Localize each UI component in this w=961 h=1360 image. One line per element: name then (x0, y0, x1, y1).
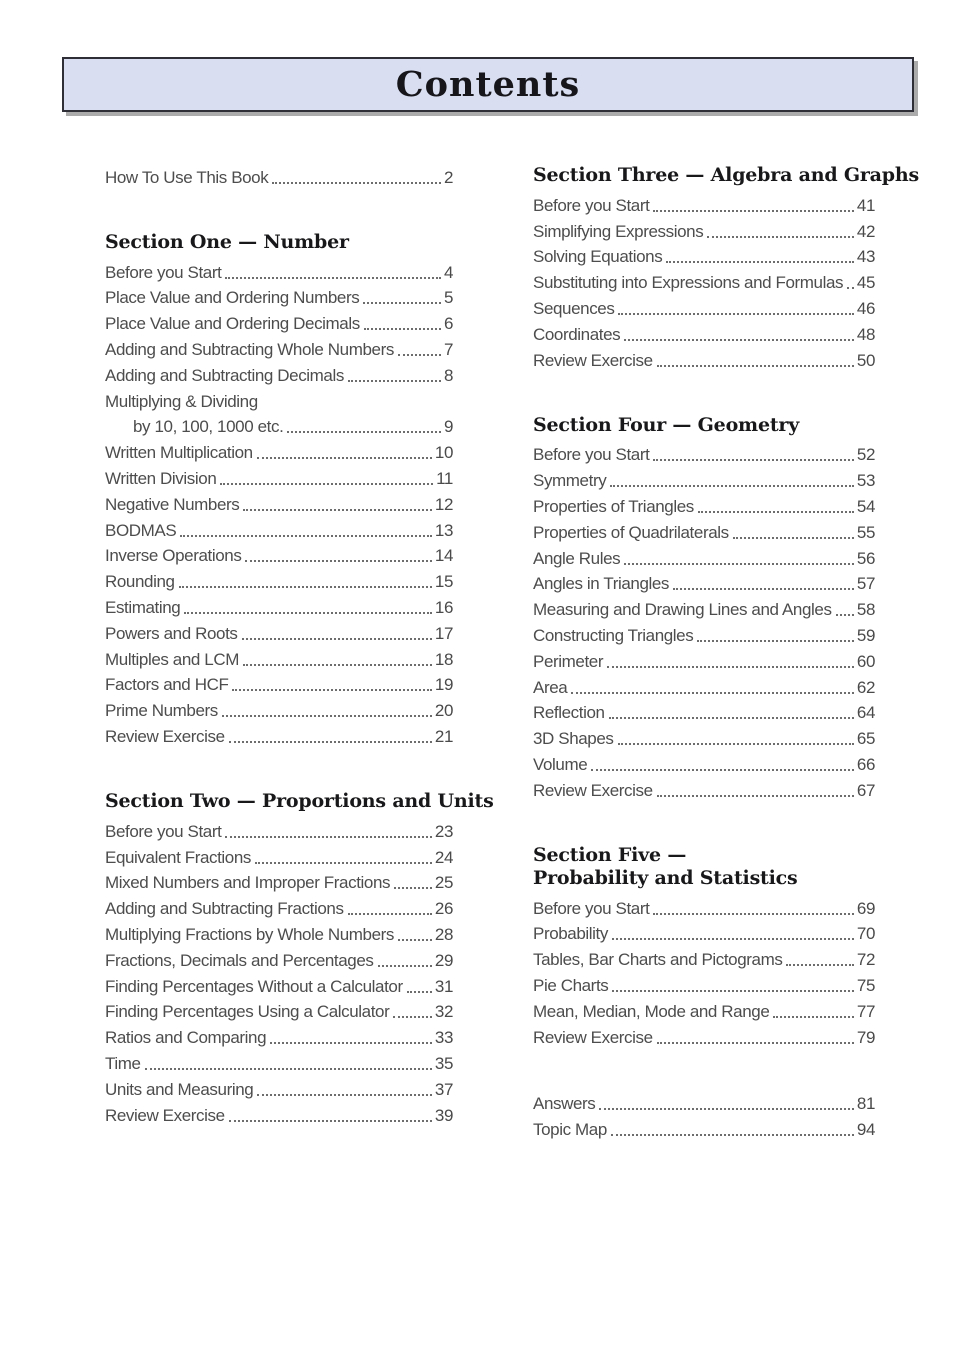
toc-entry-page: 7 (443, 339, 453, 359)
section-heading-line: Section Three — Algebra and Graphs (533, 164, 919, 186)
toc-entry-page: 9 (443, 417, 453, 437)
toc-section (105, 788, 494, 1126)
toc-entry-label: 3D Shapes (533, 729, 614, 749)
toc-entry-label: Before you Start (105, 821, 222, 841)
toc-entry-label: Before you Start (533, 195, 650, 215)
toc-entry (533, 569, 875, 595)
toc-entry-label: Multiples and LCM (105, 649, 239, 669)
toc-entry (105, 868, 453, 894)
dot-leader (398, 939, 432, 941)
section-heading-line: Probability and Statistics (533, 866, 798, 889)
toc-entry (533, 1089, 875, 1115)
toc-entry (105, 412, 453, 438)
dot-leader (398, 354, 441, 356)
toc-entry-page: 39 (434, 1105, 453, 1125)
dot-leader (773, 1016, 853, 1018)
toc-entry-page: 14 (434, 546, 453, 566)
toc-entry (105, 283, 453, 309)
toc-entry-page: 18 (434, 649, 453, 669)
toc-entry-page: 25 (434, 873, 453, 893)
toc-entry-label: Negative Numbers (105, 494, 240, 514)
toc-entry-page: 56 (856, 548, 875, 568)
dot-leader (657, 1042, 854, 1044)
toc-entry (105, 1100, 453, 1126)
toc-entry-label: Written Division (105, 468, 217, 488)
section-heading-line: Section Two — Proportions and Units (105, 789, 494, 812)
toc-entry-label: Substituting into Expressions and Formulas (533, 273, 844, 293)
dot-leader (287, 431, 441, 433)
toc-entry-label: Answers (533, 1094, 596, 1114)
toc-entry-page: 43 (856, 247, 875, 267)
page-title: Contents (395, 64, 581, 105)
toc-entry-label: Before you Start (533, 898, 650, 918)
toc-entry (533, 517, 875, 543)
toc-entry-label: Review Exercise (533, 1027, 653, 1047)
toc-entry-label: Volume (533, 754, 588, 774)
dot-leader (657, 365, 854, 367)
toc-entry-page: 11 (436, 468, 453, 488)
toc-entry-page: 23 (434, 821, 453, 841)
toc-entry (533, 996, 875, 1022)
toc-entry (105, 386, 453, 412)
toc-entry-page: 45 (856, 273, 875, 293)
toc-entry (533, 267, 875, 293)
dot-leader (673, 588, 854, 590)
toc-entry-label: Finding Percentages Using a Calculator (105, 1002, 390, 1022)
dot-leader (612, 990, 854, 992)
dot-leader (571, 692, 854, 694)
toc-entry-page: 41 (856, 195, 875, 215)
section-heading (533, 412, 875, 440)
toc-entry-label: Sequences (533, 298, 615, 318)
toc-entry-label: Properties of Quadrilaterals (533, 522, 729, 542)
toc-section (105, 229, 453, 747)
toc-entry (533, 594, 875, 620)
section-heading-line: Section Five — (533, 843, 687, 866)
toc-entry-label: Angles in Triangles (533, 574, 670, 594)
toc-entry-page: 13 (434, 520, 453, 540)
toc-entry (533, 723, 875, 749)
dot-leader (145, 1068, 432, 1070)
toc-entry (533, 319, 875, 345)
dot-leader (591, 769, 854, 771)
dot-leader (243, 509, 432, 511)
toc-entry-label: Probability (533, 924, 608, 944)
toc-entry (533, 919, 875, 945)
toc-entry (533, 698, 875, 724)
toc-entry-page: 64 (856, 703, 875, 723)
dot-leader (243, 664, 432, 666)
toc-entry-label: Adding and Subtracting Whole Numbers (105, 339, 394, 359)
toc-column-1 (105, 162, 494, 1126)
dot-leader (364, 328, 441, 330)
dot-leader (229, 741, 432, 743)
toc-entry (533, 440, 875, 466)
toc-entry-page: 81 (856, 1094, 875, 1114)
toc-entry (105, 644, 453, 670)
toc-entry-page: 33 (434, 1028, 453, 1048)
dot-leader (180, 535, 432, 537)
dot-leader (393, 1016, 432, 1018)
toc-entry-label: Topic Map (533, 1120, 607, 1140)
toc-entry-page: 52 (856, 445, 875, 465)
toc-entry-page: 46 (856, 298, 875, 318)
toc-entry (105, 162, 453, 188)
toc-entry-page: 94 (856, 1120, 875, 1140)
toc-entry-page: 28 (434, 924, 453, 944)
dot-leader (624, 339, 854, 341)
toc-entry-page: 19 (434, 675, 453, 695)
toc-entry-label: Place Value and Ordering Numbers (105, 288, 360, 308)
toc-entry-page: 59 (856, 625, 875, 645)
toc-entry-label: Units and Measuring (105, 1079, 254, 1099)
toc-section (533, 162, 919, 371)
dot-leader (407, 991, 432, 993)
toc-entry-page: 20 (434, 701, 453, 721)
toc-entry (533, 216, 875, 242)
toc-section (533, 1089, 875, 1141)
toc-entry (105, 437, 453, 463)
dot-leader (229, 1120, 432, 1122)
toc-entry-page: 37 (434, 1079, 453, 1099)
toc-entry-page: 69 (856, 898, 875, 918)
toc-entry (105, 721, 453, 747)
toc-entry-label: Written Multiplication (105, 443, 253, 463)
toc-entry-label: Measuring and Drawing Lines and Angles (533, 600, 832, 620)
toc-entry-label: Mean, Median, Mode and Range (533, 1001, 770, 1021)
toc-entry (105, 997, 453, 1023)
toc-entry-page: 70 (856, 924, 875, 944)
toc-entry (105, 1022, 453, 1048)
toc-entry-label: Adding and Subtracting Decimals (105, 365, 344, 385)
toc-entry-page: 72 (856, 950, 875, 970)
dot-leader (733, 537, 854, 539)
toc-entry (533, 620, 875, 646)
toc-entry-label: Before you Start (105, 262, 222, 282)
toc-entry (105, 670, 453, 696)
toc-entry (105, 489, 453, 515)
toc-column-2 (533, 162, 919, 1140)
toc-entry-page: 24 (434, 847, 453, 867)
toc-entry (533, 1022, 875, 1048)
dot-leader (242, 638, 432, 640)
toc-section (533, 842, 875, 1048)
toc-entry (105, 1048, 453, 1074)
section-heading-line: Section Four — Geometry (533, 413, 800, 436)
toc-entry-label: Simplifying Expressions (533, 221, 704, 241)
dot-leader (378, 965, 432, 967)
toc-entry (533, 543, 875, 569)
dot-leader (257, 1094, 432, 1096)
dot-leader (225, 836, 431, 838)
toc-entry (105, 334, 453, 360)
dot-leader (609, 717, 854, 719)
dot-leader (245, 560, 431, 562)
dot-leader (363, 302, 441, 304)
toc-entry (533, 970, 875, 996)
toc-entry (105, 842, 453, 868)
toc-entry-page: 53 (856, 471, 875, 491)
toc-entry-label: Review Exercise (105, 726, 225, 746)
dot-leader (222, 715, 432, 717)
toc-entry (105, 945, 453, 971)
dot-leader (624, 563, 854, 565)
toc-entry-label: Angle Rules (533, 548, 621, 568)
toc-entry-label: Review Exercise (533, 350, 653, 370)
toc-entry-label: Powers and Roots (105, 623, 238, 643)
toc-entry-label: Place Value and Ordering Decimals (105, 314, 360, 334)
toc-entry (105, 695, 453, 721)
toc-entry-label: Factors and HCF (105, 675, 229, 695)
dot-leader (847, 287, 854, 289)
toc-entry-label: Area (533, 677, 568, 697)
toc-entry (533, 944, 875, 970)
toc-entry-label: Coordinates (533, 324, 621, 344)
dot-leader (184, 612, 432, 614)
toc-entry-label: Review Exercise (105, 1105, 225, 1125)
toc-entry-label: Constructing Triangles (533, 625, 694, 645)
toc-entry-label: by 10, 100, 1000 etc. (133, 417, 284, 437)
toc-entry-label: Pie Charts (533, 975, 609, 995)
toc-entry (533, 646, 875, 672)
dot-leader (697, 640, 854, 642)
toc-entry (105, 308, 453, 334)
toc-entry-page: 57 (856, 574, 875, 594)
toc-entry-label: Symmetry (533, 471, 607, 491)
toc-entry (533, 749, 875, 775)
toc-entry (105, 257, 453, 283)
toc-entry-page: 79 (856, 1027, 875, 1047)
dot-leader (836, 614, 854, 616)
toc-entry (533, 672, 875, 698)
toc-entry-page: 55 (856, 522, 875, 542)
toc-entry (533, 465, 875, 491)
dot-leader (698, 511, 854, 513)
toc-entry-page: 12 (434, 494, 453, 514)
toc-entry-page: 62 (856, 677, 875, 697)
toc-entry-page: 21 (434, 726, 453, 746)
toc-entry (105, 919, 453, 945)
dot-leader (394, 887, 432, 889)
toc-entry-label: Before you Start (533, 445, 650, 465)
dot-leader (618, 743, 854, 745)
section-heading (533, 842, 875, 893)
dot-leader (786, 964, 853, 966)
toc-entry (105, 592, 453, 618)
toc-entry-label: Multiplying Fractions by Whole Numbers (105, 924, 395, 944)
toc-entry-page: 6 (443, 314, 453, 334)
toc-entry (533, 1114, 875, 1140)
toc-entry-page: 17 (434, 623, 453, 643)
toc-entry-label: Mixed Numbers and Improper Fractions (105, 873, 391, 893)
toc-entry-page: 35 (434, 1053, 453, 1073)
toc-entry (533, 893, 875, 919)
dot-leader (270, 1042, 432, 1044)
dot-leader (666, 261, 854, 263)
toc-entry-page: 10 (434, 443, 453, 463)
toc-section (105, 162, 453, 188)
toc-entry-label: Equivalent Fractions (105, 847, 252, 867)
toc-entry-label: Rounding (105, 572, 175, 592)
dot-leader (653, 913, 853, 915)
dot-leader (618, 313, 853, 315)
dot-leader (348, 913, 432, 915)
contents-title-box (62, 57, 914, 112)
toc-entry-label: BODMAS (105, 520, 177, 540)
dot-leader (611, 1134, 854, 1136)
toc-entry-label: Multiplying & Dividing (105, 391, 258, 411)
dot-leader (232, 689, 431, 691)
toc-entry (533, 345, 875, 371)
toc-entry (105, 541, 453, 567)
dot-leader (653, 459, 853, 461)
toc-entry-page: 54 (856, 496, 875, 516)
toc-entry-label: Tables, Bar Charts and Pictograms (533, 950, 783, 970)
dot-leader (707, 236, 854, 238)
toc-entry-page: 75 (856, 975, 875, 995)
dot-leader (653, 210, 853, 212)
toc-entry-label: Ratios and Comparing (105, 1028, 267, 1048)
dot-leader (599, 1108, 854, 1110)
toc-entry-label: Inverse Operations (105, 546, 242, 566)
dot-leader (272, 182, 441, 184)
toc-entry-page: 31 (434, 976, 453, 996)
toc-entry (105, 360, 453, 386)
toc-entry (533, 190, 875, 216)
section-heading (105, 229, 453, 257)
dot-leader (179, 586, 432, 588)
dot-leader (612, 938, 854, 940)
toc-entry-label: Perimeter (533, 651, 604, 671)
section-heading-line: Section One — Number (105, 230, 349, 253)
toc-entry-label: Review Exercise (533, 780, 653, 800)
toc-entry (105, 566, 453, 592)
toc-entry-page: 29 (434, 950, 453, 970)
toc-entry-label: Adding and Subtracting Fractions (105, 899, 344, 919)
toc-entry-page: 50 (856, 350, 875, 370)
toc-entry (105, 971, 453, 997)
toc-entry (533, 491, 875, 517)
toc-entry-page: 15 (434, 572, 453, 592)
dot-leader (220, 483, 433, 485)
toc-entry-label: How To Use This Book (105, 167, 269, 187)
dot-leader (348, 380, 441, 382)
toc-entry-page: 16 (434, 597, 453, 617)
toc-entry (105, 515, 453, 541)
toc-entry (533, 775, 875, 801)
toc-entry-label: Reflection (533, 703, 605, 723)
toc-entry-label: Fractions, Decimals and Percentages (105, 950, 374, 970)
toc-entry (105, 618, 453, 644)
toc-entry (105, 1074, 453, 1100)
toc-entry-page: 58 (856, 600, 875, 620)
dot-leader (610, 485, 854, 487)
toc-entry-page: 5 (443, 288, 453, 308)
toc-entry-page: 8 (443, 365, 453, 385)
toc-entry-label: Estimating (105, 597, 181, 617)
toc-entry (105, 893, 453, 919)
section-heading (105, 788, 494, 816)
toc-entry-page: 48 (856, 324, 875, 344)
toc-entry (533, 293, 875, 319)
dot-leader (657, 795, 854, 797)
section-heading (533, 162, 919, 190)
dot-leader (257, 457, 432, 459)
toc-entry-page: 66 (856, 754, 875, 774)
toc-entry-label: Finding Percentages Without a Calculator (105, 976, 403, 996)
dot-leader (607, 666, 854, 668)
toc-entry-label: Prime Numbers (105, 701, 218, 721)
toc-entry-page: 60 (856, 651, 875, 671)
toc-entry-page: 77 (856, 1001, 875, 1021)
toc-entry-label: Properties of Triangles (533, 496, 694, 516)
dot-leader (255, 862, 432, 864)
dot-leader (225, 277, 440, 279)
toc-section (533, 412, 875, 801)
toc-entry-label: Time (105, 1053, 141, 1073)
toc-entry-page: 32 (434, 1002, 453, 1022)
toc-entry-label: Solving Equations (533, 247, 663, 267)
toc-entry-page: 42 (856, 221, 875, 241)
toc-entry (533, 242, 875, 268)
toc-entry-page: 65 (856, 729, 875, 749)
toc-entry (105, 816, 453, 842)
toc-columns (105, 162, 919, 1140)
toc-entry-page: 67 (856, 780, 875, 800)
toc-entry-page: 26 (434, 899, 453, 919)
toc-entry (105, 463, 453, 489)
toc-entry-page: 2 (443, 167, 453, 187)
toc-entry-page: 4 (443, 262, 453, 282)
